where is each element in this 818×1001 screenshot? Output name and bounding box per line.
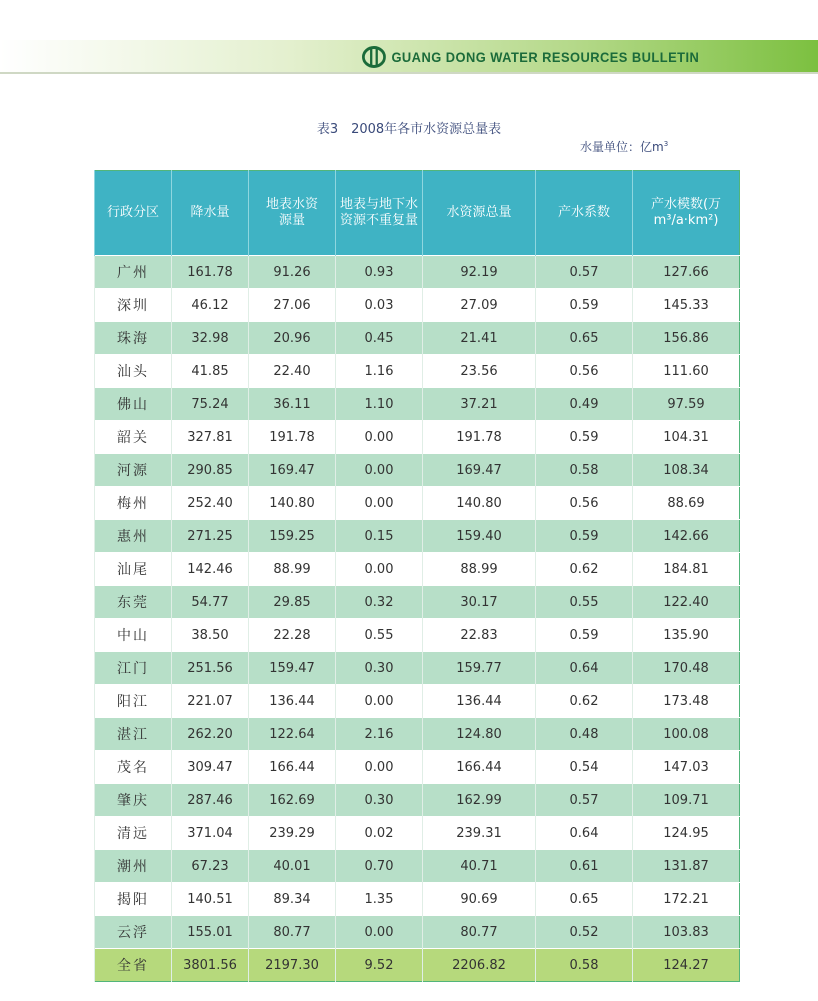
region-cell: 江门 xyxy=(95,652,172,685)
value-cell: 0.30 xyxy=(336,784,423,817)
value-cell: 271.25 xyxy=(172,520,249,553)
value-cell: 371.04 xyxy=(172,817,249,850)
value-cell: 162.69 xyxy=(249,784,336,817)
value-cell: 239.31 xyxy=(423,817,536,850)
value-cell: 0.64 xyxy=(536,817,633,850)
value-cell: 0.00 xyxy=(336,751,423,784)
table-row xyxy=(95,619,740,652)
water-resources-table xyxy=(94,170,740,982)
value-cell: 104.31 xyxy=(633,421,740,454)
region-cell: 梅州 xyxy=(95,487,172,520)
table-row xyxy=(95,850,740,883)
col-label: 产水系数 xyxy=(557,205,610,220)
value-cell: 124.95 xyxy=(633,817,740,850)
table-row xyxy=(95,454,740,487)
region-cell: 珠海 xyxy=(95,322,172,355)
value-cell: 103.83 xyxy=(633,916,740,949)
value-cell: 108.34 xyxy=(633,454,740,487)
value-cell: 0.57 xyxy=(536,256,633,289)
value-cell: 23.56 xyxy=(423,355,536,388)
value-cell: 21.41 xyxy=(423,322,536,355)
value-cell: 27.09 xyxy=(423,289,536,322)
value-cell: 142.46 xyxy=(172,553,249,586)
unit-text: 水量单位：亿m xyxy=(580,140,664,154)
value-cell: 2206.82 xyxy=(423,949,536,982)
value-cell: 0.55 xyxy=(336,619,423,652)
table-row xyxy=(95,817,740,850)
value-cell: 156.86 xyxy=(633,322,740,355)
value-cell: 0.62 xyxy=(536,685,633,718)
value-cell: 0.00 xyxy=(336,421,423,454)
table-row xyxy=(95,289,740,322)
value-cell: 37.21 xyxy=(423,388,536,421)
value-cell: 0.00 xyxy=(336,487,423,520)
col-precipitation xyxy=(172,171,249,256)
value-cell: 147.03 xyxy=(633,751,740,784)
value-cell: 9.52 xyxy=(336,949,423,982)
logo-icon xyxy=(362,46,386,68)
value-cell: 0.61 xyxy=(536,850,633,883)
col-yield-modulus xyxy=(633,171,740,256)
value-cell: 0.15 xyxy=(336,520,423,553)
col-surface-water xyxy=(249,171,336,256)
region-cell: 肇庆 xyxy=(95,784,172,817)
value-cell: 0.64 xyxy=(536,652,633,685)
table-row xyxy=(95,718,740,751)
value-cell: 1.35 xyxy=(336,883,423,916)
value-cell: 173.48 xyxy=(633,685,740,718)
region-cell: 汕尾 xyxy=(95,553,172,586)
value-cell: 92.19 xyxy=(423,256,536,289)
value-cell: 162.99 xyxy=(423,784,536,817)
value-cell: 29.85 xyxy=(249,586,336,619)
region-cell: 揭阳 xyxy=(95,883,172,916)
col-label: 地表水资源量 xyxy=(265,197,318,228)
value-cell: 1.10 xyxy=(336,388,423,421)
value-cell: 80.77 xyxy=(249,916,336,949)
region-cell: 广州 xyxy=(95,256,172,289)
value-cell: 161.78 xyxy=(172,256,249,289)
value-cell: 80.77 xyxy=(423,916,536,949)
value-cell: 155.01 xyxy=(172,916,249,949)
value-cell: 0.32 xyxy=(336,586,423,619)
col-region xyxy=(95,171,172,256)
region-cell: 东莞 xyxy=(95,586,172,619)
bulletin-brand xyxy=(362,44,699,70)
table-row xyxy=(95,916,740,949)
table-row xyxy=(95,685,740,718)
bulletin-title: GUANG DONG WATER RESOURCES BULLETIN xyxy=(391,49,700,65)
value-cell: 88.99 xyxy=(249,553,336,586)
value-cell: 97.59 xyxy=(633,388,740,421)
value-cell: 287.46 xyxy=(172,784,249,817)
value-cell: 100.08 xyxy=(633,718,740,751)
col-label: 行政分区 xyxy=(106,205,159,220)
value-cell: 0.59 xyxy=(536,289,633,322)
value-cell: 140.80 xyxy=(249,487,336,520)
value-cell: 0.62 xyxy=(536,553,633,586)
value-cell: 90.69 xyxy=(423,883,536,916)
value-cell: 127.66 xyxy=(633,256,740,289)
value-cell: 169.47 xyxy=(423,454,536,487)
value-cell: 239.29 xyxy=(249,817,336,850)
unit-label xyxy=(580,138,668,155)
value-cell: 140.80 xyxy=(423,487,536,520)
value-cell: 170.48 xyxy=(633,652,740,685)
value-cell: 111.60 xyxy=(633,355,740,388)
value-cell: 184.81 xyxy=(633,553,740,586)
value-cell: 124.27 xyxy=(633,949,740,982)
value-cell: 124.80 xyxy=(423,718,536,751)
col-total xyxy=(423,171,536,256)
value-cell: 0.54 xyxy=(536,751,633,784)
value-cell: 0.48 xyxy=(536,718,633,751)
value-cell: 0.93 xyxy=(336,256,423,289)
value-cell: 0.65 xyxy=(536,322,633,355)
value-cell: 327.81 xyxy=(172,421,249,454)
value-cell: 0.49 xyxy=(536,388,633,421)
value-cell: 251.56 xyxy=(172,652,249,685)
value-cell: 191.78 xyxy=(249,421,336,454)
value-cell: 0.00 xyxy=(336,685,423,718)
value-cell: 0.70 xyxy=(336,850,423,883)
table-row xyxy=(95,586,740,619)
value-cell: 30.17 xyxy=(423,586,536,619)
value-cell: 0.59 xyxy=(536,421,633,454)
value-cell: 142.66 xyxy=(633,520,740,553)
table-row xyxy=(95,355,740,388)
value-cell: 166.44 xyxy=(249,751,336,784)
value-cell: 109.71 xyxy=(633,784,740,817)
total-row xyxy=(95,949,740,982)
value-cell: 88.99 xyxy=(423,553,536,586)
value-cell: 159.25 xyxy=(249,520,336,553)
value-cell: 75.24 xyxy=(172,388,249,421)
value-cell: 0.52 xyxy=(536,916,633,949)
value-cell: 46.12 xyxy=(172,289,249,322)
value-cell: 169.47 xyxy=(249,454,336,487)
region-cell: 清远 xyxy=(95,817,172,850)
value-cell: 136.44 xyxy=(423,685,536,718)
table-row xyxy=(95,553,740,586)
table-row xyxy=(95,421,740,454)
value-cell: 0.56 xyxy=(536,487,633,520)
table-row xyxy=(95,751,740,784)
value-cell: 159.77 xyxy=(423,652,536,685)
value-cell: 159.47 xyxy=(249,652,336,685)
value-cell: 88.69 xyxy=(633,487,740,520)
col-nonrepeat xyxy=(336,171,423,256)
value-cell: 290.85 xyxy=(172,454,249,487)
unit-sup: 3 xyxy=(663,140,669,148)
table-title: 表3 2008年各市水资源总量表 xyxy=(316,122,502,137)
region-cell: 湛江 xyxy=(95,718,172,751)
region-cell: 佛山 xyxy=(95,388,172,421)
value-cell: 0.03 xyxy=(336,289,423,322)
value-cell: 38.50 xyxy=(172,619,249,652)
value-cell: 191.78 xyxy=(423,421,536,454)
value-cell: 166.44 xyxy=(423,751,536,784)
value-cell: 0.00 xyxy=(336,553,423,586)
col-label: 降水量 xyxy=(190,205,230,220)
region-cell: 深圳 xyxy=(95,289,172,322)
table-row xyxy=(95,322,740,355)
table-row xyxy=(95,487,740,520)
value-cell: 309.47 xyxy=(172,751,249,784)
table-row xyxy=(95,520,740,553)
value-cell: 1.16 xyxy=(336,355,423,388)
table-row xyxy=(95,652,740,685)
value-cell: 159.40 xyxy=(423,520,536,553)
value-cell: 0.00 xyxy=(336,454,423,487)
value-cell: 0.57 xyxy=(536,784,633,817)
region-cell: 阳江 xyxy=(95,685,172,718)
value-cell: 252.40 xyxy=(172,487,249,520)
value-cell: 2197.30 xyxy=(249,949,336,982)
value-cell: 0.65 xyxy=(536,883,633,916)
value-cell: 3801.56 xyxy=(172,949,249,982)
table-row xyxy=(95,883,740,916)
value-cell: 40.01 xyxy=(249,850,336,883)
value-cell: 131.87 xyxy=(633,850,740,883)
region-cell: 云浮 xyxy=(95,916,172,949)
value-cell: 27.06 xyxy=(249,289,336,322)
value-cell: 135.90 xyxy=(633,619,740,652)
col-yield-coef xyxy=(536,171,633,256)
value-cell: 140.51 xyxy=(172,883,249,916)
value-cell: 0.55 xyxy=(536,586,633,619)
region-cell: 韶关 xyxy=(95,421,172,454)
value-cell: 0.56 xyxy=(536,355,633,388)
value-cell: 67.23 xyxy=(172,850,249,883)
value-cell: 22.28 xyxy=(249,619,336,652)
value-cell: 20.96 xyxy=(249,322,336,355)
value-cell: 0.00 xyxy=(336,916,423,949)
value-cell: 89.34 xyxy=(249,883,336,916)
value-cell: 40.71 xyxy=(423,850,536,883)
value-cell: 91.26 xyxy=(249,256,336,289)
value-cell: 0.58 xyxy=(536,949,633,982)
value-cell: 145.33 xyxy=(633,289,740,322)
value-cell: 32.98 xyxy=(172,322,249,355)
value-cell: 54.77 xyxy=(172,586,249,619)
col-label: 地表与地下水资源不重复量 xyxy=(339,197,418,228)
region-cell: 潮州 xyxy=(95,850,172,883)
table-row xyxy=(95,388,740,421)
value-cell: 0.58 xyxy=(536,454,633,487)
region-cell: 全省 xyxy=(95,949,172,982)
value-cell: 0.02 xyxy=(336,817,423,850)
value-cell: 0.30 xyxy=(336,652,423,685)
region-cell: 茂名 xyxy=(95,751,172,784)
value-cell: 136.44 xyxy=(249,685,336,718)
value-cell: 122.40 xyxy=(633,586,740,619)
value-cell: 122.64 xyxy=(249,718,336,751)
col-label: 产水模数(万m³/a·km²) xyxy=(650,197,722,228)
region-cell: 汕头 xyxy=(95,355,172,388)
value-cell: 262.20 xyxy=(172,718,249,751)
value-cell: 0.59 xyxy=(536,520,633,553)
table-header xyxy=(95,171,740,256)
value-cell: 172.21 xyxy=(633,883,740,916)
value-cell: 36.11 xyxy=(249,388,336,421)
value-cell: 2.16 xyxy=(336,718,423,751)
value-cell: 221.07 xyxy=(172,685,249,718)
value-cell: 22.40 xyxy=(249,355,336,388)
value-cell: 0.45 xyxy=(336,322,423,355)
region-cell: 河源 xyxy=(95,454,172,487)
region-cell: 中山 xyxy=(95,619,172,652)
value-cell: 0.59 xyxy=(536,619,633,652)
col-label: 水资源总量 xyxy=(446,205,512,220)
region-cell: 惠州 xyxy=(95,520,172,553)
table-row xyxy=(95,256,740,289)
value-cell: 41.85 xyxy=(172,355,249,388)
value-cell: 22.83 xyxy=(423,619,536,652)
table-row xyxy=(95,784,740,817)
